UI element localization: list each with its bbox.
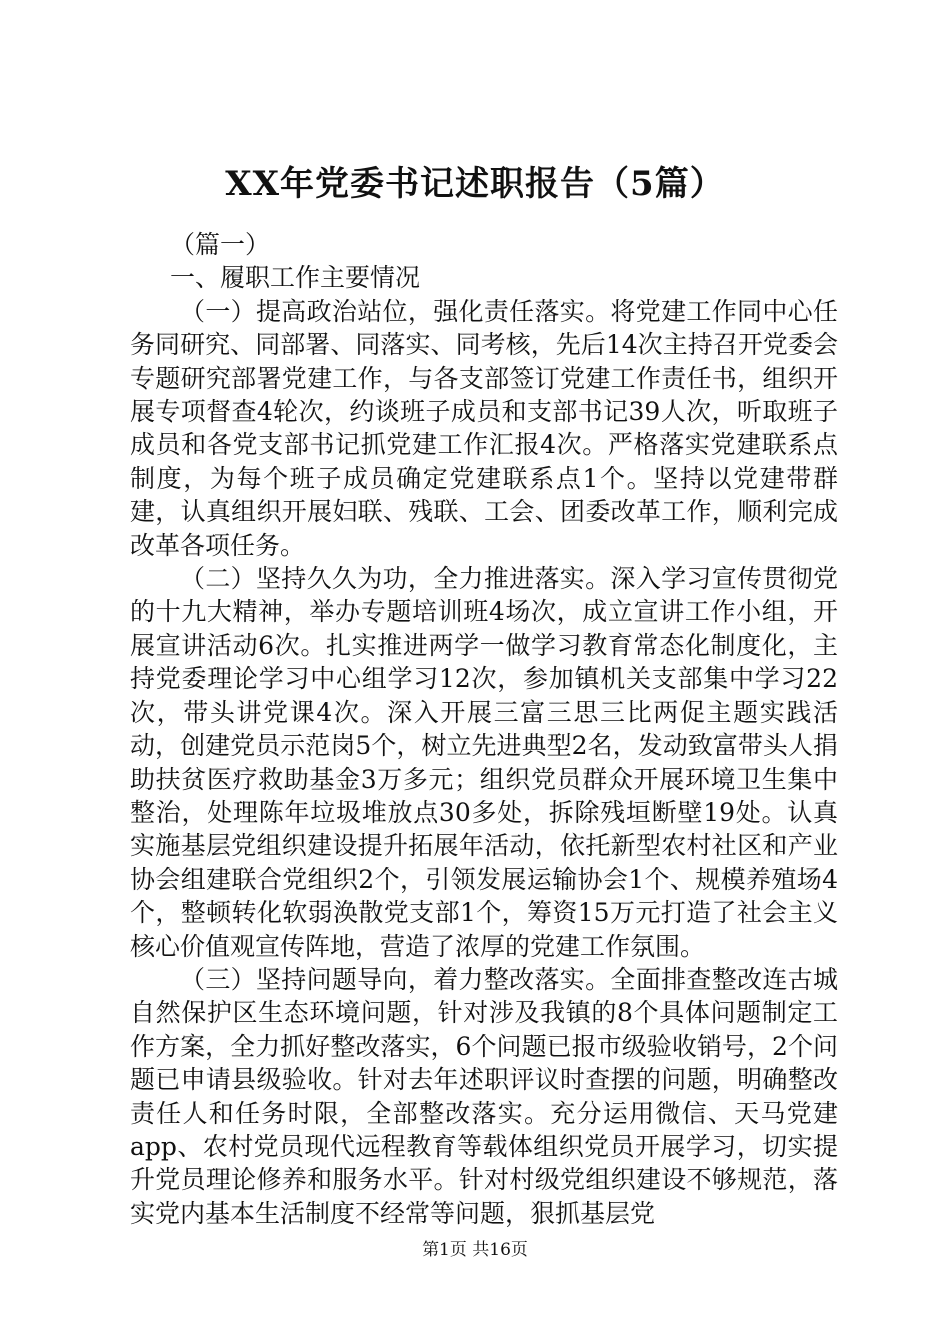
page-footer: 第1页 共16页 bbox=[422, 1240, 528, 1260]
part-label: （篇一） bbox=[170, 230, 271, 259]
paragraph-1: （一）提高政治站位，强化责任落实。将党建工作同中心任务同研究、同部署、同落实、同考核，先后14次主持召开党委会专题研究部署党建工作，与各支部签订党建工作责任书，组织开展专项督查4轮次，约谈班子成员和支部书记39人次，听取班子成员和各党支部书记抓党建工作汇报4次。严格落实党建联系点制度，为每个班子成员确定党建联系点1个。坚持以党建带群建，认真组织开展妇联、残联、工会、团委改革工作，顺利完成改革各项任务。 bbox=[130, 296, 838, 560]
document-body bbox=[130, 228, 838, 1230]
section-heading: 一、履职工作主要情况 bbox=[170, 263, 421, 293]
paragraph-3: （三）坚持问题导向，着力整改落实。全面排查整改连古城自然保护区生态环境问题，针对涉及我镇的8个具体问题制定工作方案，全力抓好整改落实，6个问题已报市级验收销号，2个问题已申请县级验收。针对去年述职评议时查摆的问题，明确整改责任人和任务时限，全部整改落实。充分运用微信、天马党建app、农村党员现代远程教育等载体组织党员开展学习，切实提升党员理论修养和服务水平。针对村级党组织建设不够规范，落实党内基本生活制度不经常等问题，狠抓基层党 bbox=[130, 964, 838, 1228]
document-title: XX年党委书记述职报告（5篇） bbox=[225, 164, 725, 204]
paragraph-2: （二）坚持久久为功，全力推进落实。深入学习宣传贯彻党的十九大精神，举办专题培训班4场次，成立宣讲工作小组，开展宣讲活动6次。扎实推进两学一做学习教育常态化制度化，主持党委理论学习中心组学习12次，参加镇机关支部集中学习22次，带头讲党课4次。深入开展三富三思三比两促主题实践活动，创建党员示范岗5个，树立先进典型2名，发动致富带头人捐助扶贫医疗救助基金3万多元；组织党员群众开展环境卫生集中整治，处理陈年垃圾堆放点30多处，拆除残垣断壁19处。认真实施基层党组织建设提升拓展年活动，依托新型农村社区和产业协会组建联合党组织2个，引领发展运输协会1个、规模养殖场4个，整顿转化软弱涣散党支部1个，筹资15万元打造了社会主义核心价值观宣传阵地，营造了浓厚的党建工作氛围。 bbox=[130, 564, 838, 961]
